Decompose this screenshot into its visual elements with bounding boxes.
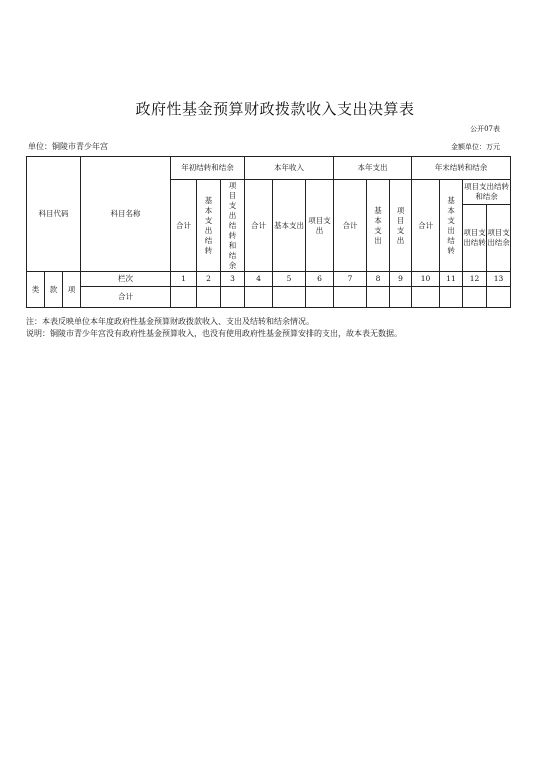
header-income: 本年收入 xyxy=(245,157,334,180)
header-begin-basic-label: 基本支出结转 xyxy=(204,195,213,255)
total-cell xyxy=(367,287,390,308)
header-begin-total: 合计 xyxy=(171,180,197,272)
column-number: 1 xyxy=(171,272,197,287)
total-cell xyxy=(273,287,306,308)
header-income-total: 合计 xyxy=(245,180,273,272)
label-total: 合计 xyxy=(81,287,171,308)
column-number: 4 xyxy=(245,272,273,287)
column-number: 13 xyxy=(487,272,511,287)
page-title: 政府性基金预算财政拨款收入支出决算表 xyxy=(135,100,415,118)
header-subject-name: 科目名称 xyxy=(81,157,171,272)
column-number: 5 xyxy=(273,272,306,287)
total-cell xyxy=(487,287,511,308)
header-end-balance: 年末结转和结余 xyxy=(412,157,511,180)
header-expense: 本年支出 xyxy=(334,157,412,180)
header-end-project-carry: 项目支出结转 xyxy=(463,205,487,272)
table-note: 注：本表反映单位本年度政府性基金预算财政拨款收入、支出及结转和结余情况。 xyxy=(26,317,314,326)
total-cell xyxy=(390,287,412,308)
header-expense-basic xyxy=(367,180,390,272)
column-number: 10 xyxy=(412,272,440,287)
total-cell xyxy=(440,287,463,308)
header-expense-project xyxy=(390,180,412,272)
header-expense-project-label: 项目支出 xyxy=(396,205,405,245)
column-index-row xyxy=(27,272,511,287)
header-begin-project xyxy=(221,180,245,272)
total-cell xyxy=(412,287,440,308)
header-income-basic: 基本支出 xyxy=(273,180,306,272)
total-cell xyxy=(197,287,221,308)
label-kuan: 款 xyxy=(45,272,63,308)
header-end-basic-label: 基本支出结转 xyxy=(447,195,455,255)
label-xiang: 项 xyxy=(63,272,81,308)
total-cell xyxy=(334,287,367,308)
total-cell xyxy=(463,287,487,308)
header-end-project-surplus: 项目支出结余 xyxy=(487,205,511,272)
total-cell xyxy=(306,287,334,308)
column-number: 6 xyxy=(306,272,334,287)
header-subject-code: 科目代码 xyxy=(27,157,81,272)
label-column-index: 栏次 xyxy=(81,272,171,287)
header-begin-project-label: 项目支出结转和结余 xyxy=(228,180,237,270)
column-number: 12 xyxy=(463,272,487,287)
header-expense-total: 合计 xyxy=(334,180,367,272)
reporting-unit: 单位：铜陵市青少年宫 xyxy=(28,142,108,151)
column-number: 2 xyxy=(197,272,221,287)
form-number: 公开07表 xyxy=(470,125,500,133)
header-begin-balance: 年初结转和结余 xyxy=(171,157,245,180)
money-unit: 金额单位：万元 xyxy=(451,143,500,151)
total-cell xyxy=(171,287,197,308)
table-explanation: 说明：铜陵市青少年宫没有政府性基金预算收入，也没有使用政府性基金预算安排的支出，故本表无数据。 xyxy=(26,329,402,338)
column-number: 9 xyxy=(390,272,412,287)
total-cell xyxy=(221,287,245,308)
total-cell xyxy=(245,287,273,308)
column-number: 11 xyxy=(440,272,463,287)
header-begin-basic xyxy=(197,180,221,272)
label-lei: 类 xyxy=(27,272,45,308)
column-number: 3 xyxy=(221,272,245,287)
column-number: 8 xyxy=(367,272,390,287)
header-end-basic xyxy=(440,180,463,272)
header-income-project: 项目支出 xyxy=(306,180,334,272)
total-row xyxy=(27,287,511,308)
header-row-1 xyxy=(27,157,511,180)
fund-budget-table xyxy=(26,156,511,308)
header-end-total: 合计 xyxy=(412,180,440,272)
column-number: 7 xyxy=(334,272,367,287)
header-end-project-group: 项目支出结转和结余 xyxy=(463,180,511,205)
header-expense-basic-label: 基本支出 xyxy=(374,205,382,245)
